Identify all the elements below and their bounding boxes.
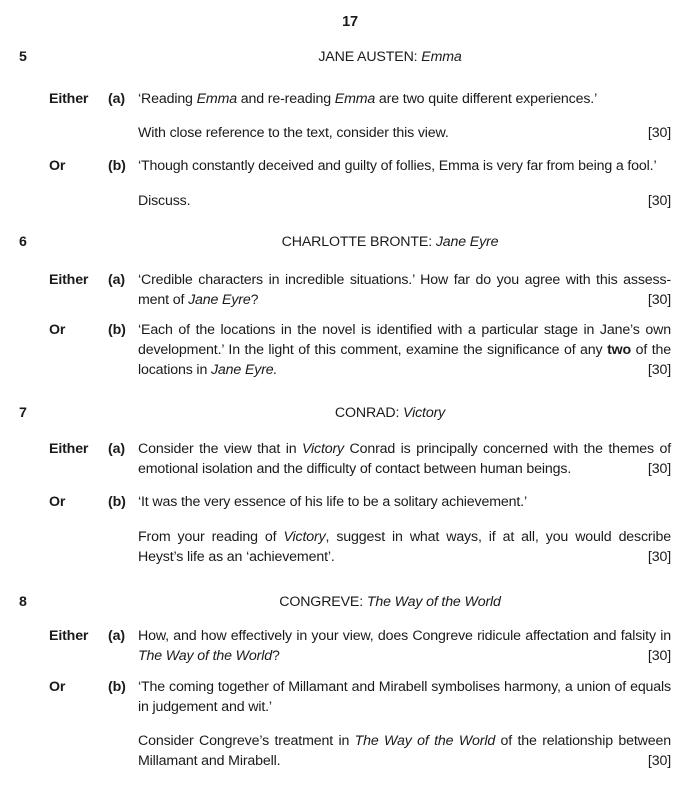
italic-text: Victory (301, 441, 345, 457)
question-heading (0, 594, 700, 610)
italic-text: The Way of the World (138, 648, 272, 664)
text-run: JANE AUSTEN: (318, 49, 422, 65)
text-run: ‘Credible characters in incredible situations.’ How far do you agree with this assess-ment of (138, 272, 671, 308)
text-run: ‘Though constantly deceived and guilty of follies, Emma is very far from being a fool.’ (138, 158, 657, 174)
text-run: ‘Reading (138, 91, 197, 107)
option-letter: (b) (108, 679, 126, 695)
option-letter: (a) (108, 91, 125, 107)
option-word: Either (49, 628, 89, 644)
question-text (138, 492, 671, 512)
bold-text: two (607, 342, 632, 358)
option-word: Either (49, 272, 89, 288)
page-number: 17 (342, 14, 358, 30)
question-text (138, 156, 671, 176)
question-text (138, 270, 671, 310)
option-letter: (b) (108, 322, 126, 338)
italic-text: Emma (196, 91, 237, 107)
question-text (138, 731, 671, 771)
option-word: Or (49, 679, 66, 695)
question-heading (0, 234, 700, 250)
text-run: of the locations in (138, 342, 671, 378)
question-number: 8 (19, 594, 27, 610)
text-run: ‘Each of the locations in the novel is identified with a particular stage in Jane’s own development.’ In the light of this comment, examine the significance of any (138, 322, 671, 358)
question-text (138, 439, 671, 479)
option-letter: (a) (108, 441, 125, 457)
question-text (138, 123, 671, 143)
question-text (138, 677, 671, 717)
question-text (138, 191, 671, 211)
text-run: are two quite different experiences.’ (375, 91, 598, 107)
marks-allocation: [30] (647, 292, 671, 308)
marks-allocation: [30] (647, 753, 671, 769)
question-number: 6 (19, 234, 27, 250)
question-text (138, 626, 671, 666)
text-run: Discuss. (138, 193, 191, 209)
italic-text: The Way of the World (366, 594, 501, 610)
marks-allocation: [30] (647, 125, 671, 141)
text-run: Consider the view that in (138, 441, 302, 457)
option-letter: (a) (108, 628, 125, 644)
marks-allocation: [30] (647, 549, 671, 565)
text-run: ‘The coming together of Millamant and Mirabell symbolises harmony, a union of equals in judgement and wit.’ (138, 679, 671, 715)
option-letter: (b) (108, 158, 126, 174)
question-text (138, 320, 671, 380)
text-run: How, and how effectively in your view, does Congreve ridicule affectation and falsity in (138, 628, 671, 644)
text-run: ? (250, 292, 259, 308)
text-run: ? (271, 648, 280, 664)
question-number: 5 (19, 49, 27, 65)
marks-allocation: [30] (647, 193, 671, 209)
text-run: of the relationship between Millamant and Mirabell. (138, 733, 671, 769)
italic-text: Victory (403, 405, 446, 421)
option-letter: (a) (108, 272, 125, 288)
option-letter: (b) (108, 494, 126, 510)
text-run: CONRAD: (334, 405, 404, 421)
text-run: With close reference to the text, consider this view. (138, 125, 449, 141)
marks-allocation: [30] (647, 648, 671, 664)
text-run: CHARLOTTE BRONTE: (281, 234, 436, 250)
option-word: Or (49, 322, 66, 338)
question-heading (0, 405, 700, 421)
option-word: Either (49, 441, 89, 457)
marks-allocation: [30] (647, 362, 671, 378)
text-run: , suggest in what ways, if at all, you would describe Heyst’s life as an ‘achievement’. (138, 529, 671, 565)
italic-text: Jane Eyre (435, 234, 499, 250)
text-run: and re-reading (236, 91, 335, 107)
question-heading (0, 49, 700, 65)
text-run: Conrad is principally concerned with the themes of emotional isolation and the difficulty of contact between human beings. (138, 441, 671, 477)
italic-text: The Way of the World (354, 733, 496, 749)
marks-allocation: [30] (647, 461, 671, 477)
italic-text: Emma (334, 91, 376, 107)
option-word: Either (49, 91, 89, 107)
text-run: CONGREVE: (279, 594, 367, 610)
question-text (138, 527, 671, 567)
text-run: Consider Congreve’s treatment in (138, 733, 355, 749)
text-run: ‘It was the very essence of his life to be a solitary achievement.’ (138, 494, 527, 510)
question-text (138, 89, 671, 109)
italic-text: Jane Eyre (188, 292, 251, 308)
italic-text: Victory (283, 529, 326, 545)
text-run: From your reading of (138, 529, 284, 545)
question-number: 7 (19, 405, 27, 421)
option-word: Or (49, 494, 66, 510)
italic-text: Emma (421, 49, 462, 65)
italic-text: Jane Eyre. (210, 362, 278, 378)
option-word: Or (49, 158, 66, 174)
